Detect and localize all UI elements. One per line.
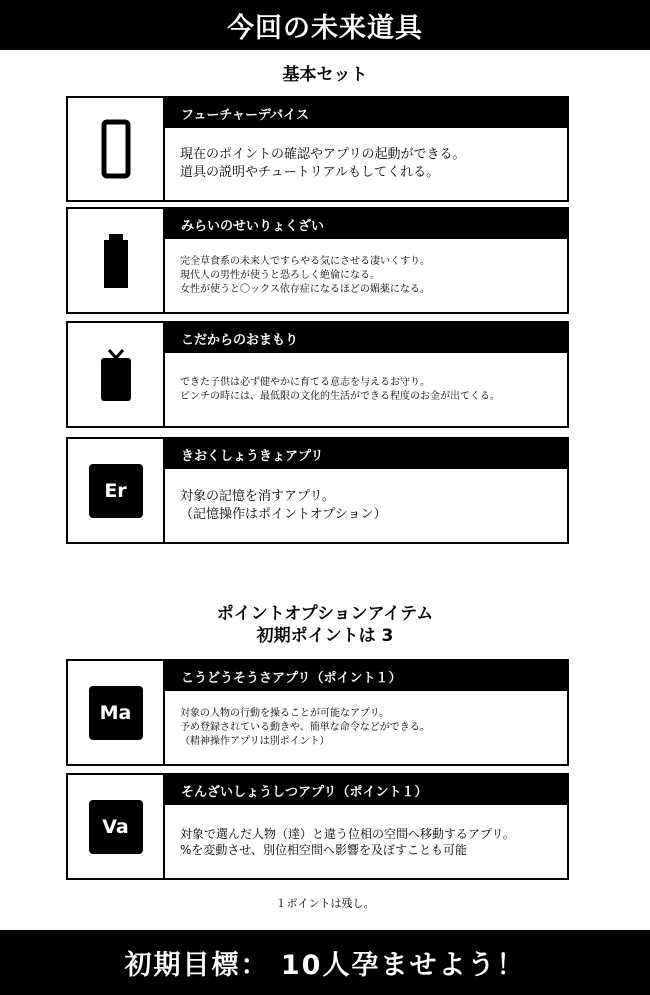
app-icon-ma: Ma	[89, 686, 143, 740]
remaining-points-note: １ポイントは残し。	[275, 897, 375, 910]
item-description: 対象の人物の行動を操ることが可能なアプリ。 予め登録されている動きや、簡単な命令などができる。 （精神操作アプリは別ポイント）	[180, 707, 430, 747]
item-title: みらいのせいりょくざい	[165, 209, 567, 239]
item-card-amulet[interactable]	[66, 321, 569, 428]
item-description: 対象の記憶を消すアプリ。 （記憶操作はポイントオプション）	[180, 488, 387, 522]
goal-banner	[0, 930, 650, 995]
option-card-behavior-control-app[interactable]	[66, 659, 569, 766]
initial-goal-text: 初期目標： 10人孕ませよう！	[124, 950, 526, 981]
item-description: 対象で選んだ人物（達）と違う位相の空間へ移動するアプリ。 %を変動させ、別位相空間へ影響を及ぼすことも可能	[180, 826, 515, 857]
item-icon-cell	[68, 98, 165, 200]
item-title: そんざいしょうしつアプリ（ポイント１）	[165, 775, 567, 805]
smartphone-icon	[101, 119, 131, 179]
options-heading: ポイントオプションアイテム 初期ポイントは 3	[216, 604, 434, 646]
item-card-stamina-drug[interactable]	[66, 207, 569, 314]
item-title: こだからのおまもり	[165, 323, 567, 353]
item-icon-cell	[68, 209, 165, 312]
app-icon-va: Va	[89, 800, 143, 854]
item-icon-cell	[68, 775, 165, 878]
item-description: 現在のポイントの確認やアプリの起動ができる。 道具の説明やチュートリアルもしてくれる。	[180, 147, 466, 180]
item-icon-cell	[68, 661, 165, 764]
amulet-icon	[98, 348, 134, 402]
item-card-memory-erase-app[interactable]	[66, 437, 569, 544]
item-title: きおくしょうきょアプリ	[165, 439, 567, 469]
item-icon-cell	[68, 323, 165, 426]
item-description: 完全草食系の未来人ですらやる気にさせる凄いくすり。 現代人の男性が使うと恐ろしく絶倫になる。 女性が使うと〇ックス依存症になるほどの媚薬になる。	[180, 255, 430, 295]
item-description: できた子供は必ず健やかに育てる意志を与えるお守り。 ピンチの時には、最低限の文化的生活ができる程度のお金が出てくる。	[180, 376, 500, 402]
page-title: 今回の未来道具	[227, 12, 423, 44]
basic-set-heading: 基本セット	[282, 65, 368, 85]
item-title: フューチャーデバイス	[165, 98, 567, 128]
bottle-icon	[103, 233, 129, 289]
item-title: こうどうそうさアプリ（ポイント１）	[165, 661, 567, 691]
app-icon-er: Er	[89, 464, 143, 518]
option-card-existence-vanish-app[interactable]	[66, 773, 569, 880]
item-icon-cell	[68, 439, 165, 542]
title-banner	[0, 0, 650, 50]
item-card-future-device[interactable]	[66, 96, 569, 202]
